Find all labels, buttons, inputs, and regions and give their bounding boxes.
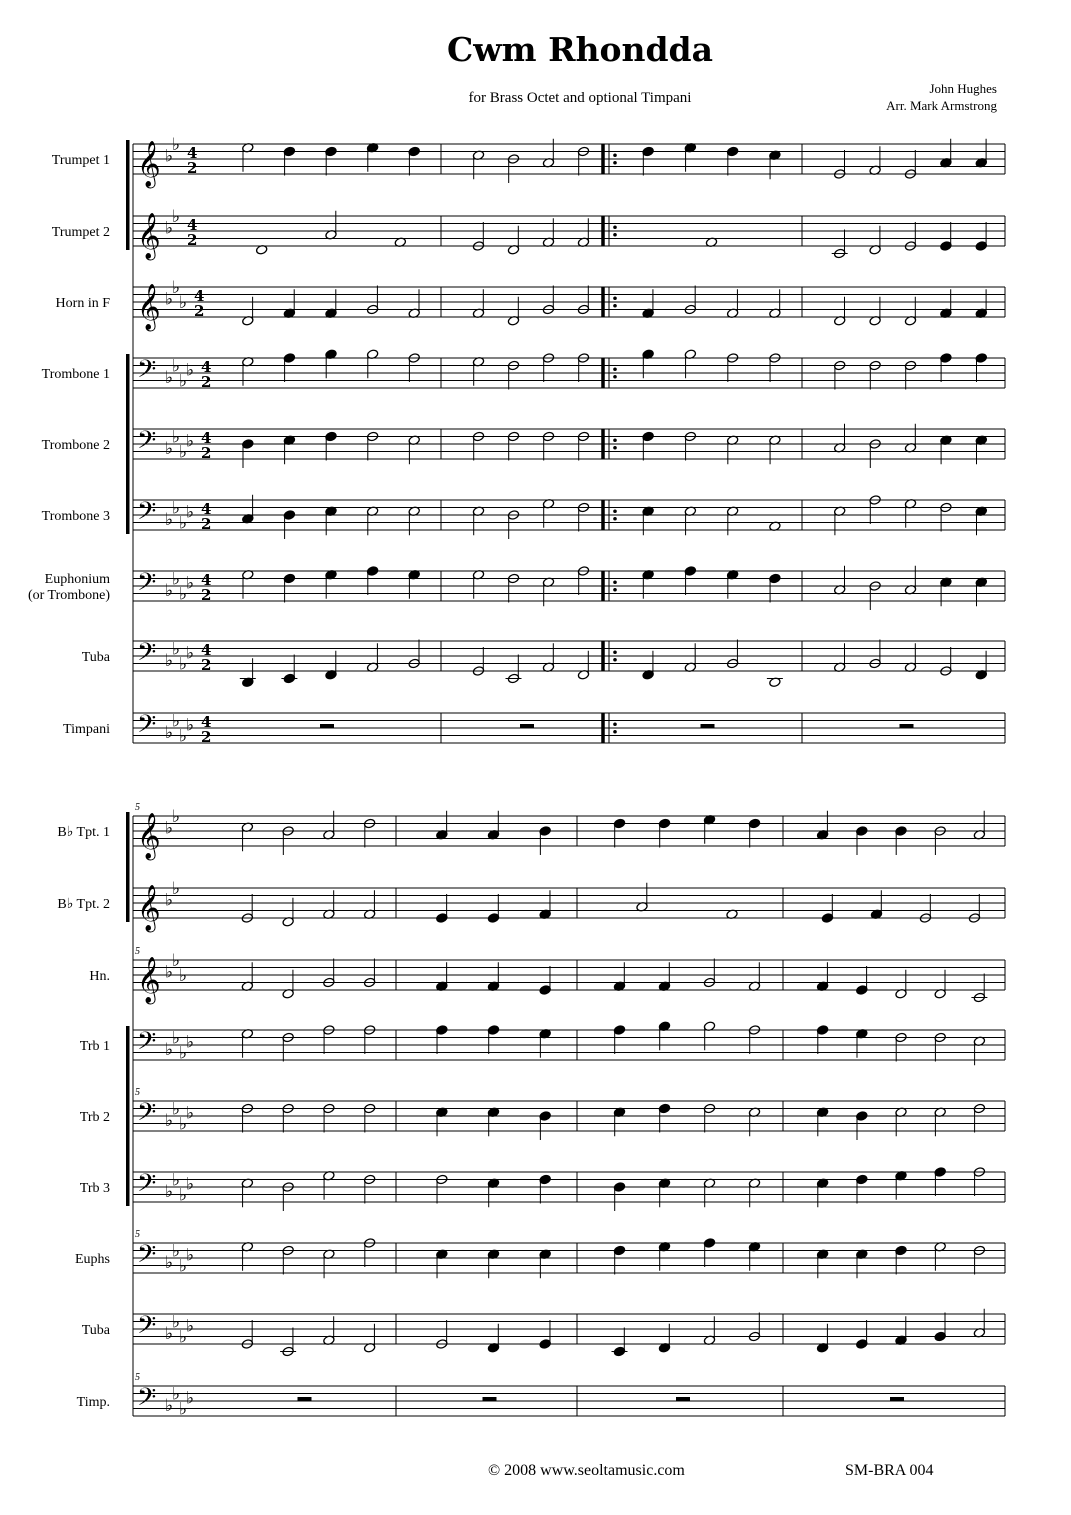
flat-sign: ♭ xyxy=(165,289,174,310)
treble-clef: 𝄞 xyxy=(137,957,161,1003)
flat-sign: ♭ xyxy=(172,711,181,732)
flat-sign: ♭ xyxy=(172,639,181,660)
catalog-number: SM-BRA 004 xyxy=(845,1462,934,1479)
flat-sign: ♭ xyxy=(186,1316,195,1337)
repeat-dot xyxy=(613,153,617,157)
time-signature-bottom: 2 xyxy=(201,515,212,533)
flat-sign: ♭ xyxy=(186,1174,195,1195)
repeat-dot xyxy=(613,658,617,662)
bass-clef: 𝄢 xyxy=(137,1383,157,1418)
flat-sign: ♭ xyxy=(165,146,174,167)
measure-number: 5 xyxy=(135,946,140,957)
flat-sign: ♭ xyxy=(172,1241,181,1262)
flat-sign: ♭ xyxy=(179,1399,188,1420)
flat-sign: ♭ xyxy=(186,502,195,523)
bass-clef: 𝄢 xyxy=(137,710,157,745)
flat-sign: ♭ xyxy=(179,966,188,986)
instrument-label: Trombone 2 xyxy=(41,438,110,453)
bass-clef: 𝄢 xyxy=(137,355,157,390)
whole-rest xyxy=(701,724,715,728)
flat-sign: ♭ xyxy=(179,1185,188,1206)
whole-rest xyxy=(900,724,914,728)
flat-sign: ♭ xyxy=(179,442,188,463)
instrument-label: Trb 1 xyxy=(79,1039,110,1054)
flat-sign: ♭ xyxy=(172,1028,181,1049)
flat-sign: ♭ xyxy=(179,371,188,392)
flat-sign: ♭ xyxy=(172,498,181,519)
whole-rest xyxy=(676,1397,690,1401)
whole-rest xyxy=(483,1397,497,1401)
repeat-dot xyxy=(613,296,617,300)
flat-sign: ♭ xyxy=(165,367,174,388)
time-signature-bottom: 2 xyxy=(194,302,205,320)
bass-clef: 𝄢 xyxy=(137,1169,157,1204)
repeat-dot xyxy=(613,588,617,592)
instrument-label: Tuba xyxy=(81,650,110,665)
instrument-label: Hn. xyxy=(89,969,110,984)
repeat-dot xyxy=(613,225,617,229)
flat-sign: ♭ xyxy=(172,569,181,590)
time-signature-top: 4 xyxy=(201,713,212,731)
flat-sign: ♭ xyxy=(172,951,181,971)
bass-clef: 𝄢 xyxy=(137,1311,157,1346)
flat-sign: ♭ xyxy=(186,1388,195,1409)
flat-sign: ♭ xyxy=(179,1256,188,1277)
flat-sign: ♭ xyxy=(186,1103,195,1124)
flat-sign: ♭ xyxy=(172,807,181,827)
bass-clef: 𝄢 xyxy=(137,426,157,461)
trombone-bracket xyxy=(126,1026,130,1206)
flat-sign: ♭ xyxy=(172,1384,181,1405)
instrument-label: Euphonium xyxy=(44,572,110,587)
flat-sign: ♭ xyxy=(165,818,174,839)
whole-rest xyxy=(298,1397,312,1401)
measure-number: 5 xyxy=(135,802,140,813)
bass-clef: 𝄢 xyxy=(137,568,157,603)
bass-clef: 𝄢 xyxy=(137,1027,157,1062)
page-title: Cwm Rhondda xyxy=(446,30,714,69)
flat-sign: ♭ xyxy=(179,513,188,534)
instrument-label: Timp. xyxy=(76,1395,110,1410)
flat-sign: ♭ xyxy=(165,890,174,911)
flat-sign: ♭ xyxy=(165,580,174,601)
flat-sign: ♭ xyxy=(165,962,174,983)
flat-sign: ♭ xyxy=(186,715,195,736)
flat-sign: ♭ xyxy=(165,650,174,671)
flat-sign: ♭ xyxy=(165,509,174,530)
time-signature-bottom: 2 xyxy=(187,159,198,177)
flat-sign: ♭ xyxy=(172,356,181,377)
subtitle: for Brass Octet and optional Timpani xyxy=(468,90,692,106)
repeat-dot xyxy=(613,375,617,379)
instrument-label: (or Trombone) xyxy=(27,588,110,603)
instrument-label: Timpani xyxy=(63,722,110,737)
instrument-label: Trombone 3 xyxy=(41,509,110,524)
trumpet-bracket xyxy=(126,812,130,922)
whole-rest xyxy=(320,724,334,728)
instrument-label: B♭ Tpt. 2 xyxy=(57,897,110,912)
flat-sign: ♭ xyxy=(186,431,195,452)
time-signature-top: 4 xyxy=(201,571,212,589)
time-signature-top: 4 xyxy=(187,216,198,234)
arranger: Arr. Mark Armstrong xyxy=(886,98,997,113)
repeat-dot xyxy=(613,233,617,237)
repeat-dot xyxy=(613,730,617,734)
composer: John Hughes xyxy=(929,81,997,96)
time-signature-bottom: 2 xyxy=(201,728,212,746)
flat-sign: ♭ xyxy=(186,1245,195,1266)
time-signature-top: 4 xyxy=(187,144,198,162)
bass-clef: 𝄢 xyxy=(137,638,157,673)
instrument-label: Euphs xyxy=(75,1252,110,1267)
flat-sign: ♭ xyxy=(165,1395,174,1416)
flat-sign: ♭ xyxy=(165,1252,174,1273)
time-signature-top: 4 xyxy=(201,429,212,447)
flat-sign: ♭ xyxy=(165,722,174,743)
bass-clef: 𝄢 xyxy=(137,1240,157,1275)
repeat-dot xyxy=(613,367,617,371)
measure-number: 5 xyxy=(135,1372,140,1383)
flat-sign: ♭ xyxy=(179,1114,188,1135)
time-signature-top: 4 xyxy=(201,641,212,659)
measure-number: 5 xyxy=(135,1087,140,1098)
flat-sign: ♭ xyxy=(172,278,181,298)
instrument-label: Trombone 1 xyxy=(41,367,110,382)
flat-sign: ♭ xyxy=(179,726,188,747)
repeat-dot xyxy=(613,517,617,521)
repeat-dot xyxy=(613,446,617,450)
whole-rest xyxy=(520,724,534,728)
flat-sign: ♭ xyxy=(165,1181,174,1202)
repeat-dot xyxy=(613,722,617,726)
treble-clef: 𝄞 xyxy=(137,141,161,187)
instrument-label: B♭ Tpt. 1 xyxy=(57,825,110,840)
flat-sign: ♭ xyxy=(172,1099,181,1120)
time-signature-bottom: 2 xyxy=(187,231,198,249)
flat-sign: ♭ xyxy=(165,1039,174,1060)
flat-sign: ♭ xyxy=(172,135,181,155)
treble-clef: 𝄞 xyxy=(137,813,161,859)
repeat-dot xyxy=(613,650,617,654)
flat-sign: ♭ xyxy=(165,218,174,239)
measure-number: 5 xyxy=(135,1229,140,1240)
repeat-dot xyxy=(613,580,617,584)
time-signature-bottom: 2 xyxy=(201,373,212,391)
instrument-label: Trumpet 2 xyxy=(51,225,110,240)
copyright: © 2008 www.seoltamusic.com xyxy=(488,1462,685,1479)
instrument-label: Tuba xyxy=(81,1323,110,1338)
flat-sign: ♭ xyxy=(172,207,181,227)
flat-sign: ♭ xyxy=(165,1323,174,1344)
bass-clef: 𝄢 xyxy=(137,497,157,532)
time-signature-top: 4 xyxy=(194,287,205,305)
flat-sign: ♭ xyxy=(165,438,174,459)
repeat-dot xyxy=(613,438,617,442)
treble-clef: 𝄞 xyxy=(137,213,161,259)
flat-sign: ♭ xyxy=(179,1327,188,1348)
instrument-label: Trb 3 xyxy=(79,1181,110,1196)
time-signature-bottom: 2 xyxy=(201,444,212,462)
flat-sign: ♭ xyxy=(172,1312,181,1333)
bass-clef: 𝄢 xyxy=(137,1098,157,1133)
repeat-dot xyxy=(613,509,617,513)
flat-sign: ♭ xyxy=(186,1032,195,1053)
flat-sign: ♭ xyxy=(172,1170,181,1191)
repeat-dot xyxy=(613,304,617,308)
flat-sign: ♭ xyxy=(179,654,188,675)
trombone-bracket xyxy=(126,354,130,534)
flat-sign: ♭ xyxy=(165,1110,174,1131)
flat-sign: ♭ xyxy=(186,360,195,381)
whole-rest xyxy=(890,1397,904,1401)
time-signature-bottom: 2 xyxy=(201,586,212,604)
repeat-dot xyxy=(613,161,617,165)
time-signature-top: 4 xyxy=(201,358,212,376)
treble-clef: 𝄞 xyxy=(137,284,161,330)
instrument-label: Horn in F xyxy=(55,296,110,311)
instrument-label: Trumpet 1 xyxy=(51,153,110,168)
time-signature-top: 4 xyxy=(201,500,212,518)
time-signature-bottom: 2 xyxy=(201,656,212,674)
flat-sign: ♭ xyxy=(179,1043,188,1064)
flat-sign: ♭ xyxy=(179,584,188,605)
flat-sign: ♭ xyxy=(172,427,181,448)
flat-sign: ♭ xyxy=(186,643,195,664)
flat-sign: ♭ xyxy=(172,879,181,899)
flat-sign: ♭ xyxy=(179,293,188,313)
trumpet-bracket xyxy=(126,140,130,250)
treble-clef: 𝄞 xyxy=(137,885,161,931)
instrument-label: Trb 2 xyxy=(79,1110,110,1125)
flat-sign: ♭ xyxy=(186,573,195,594)
